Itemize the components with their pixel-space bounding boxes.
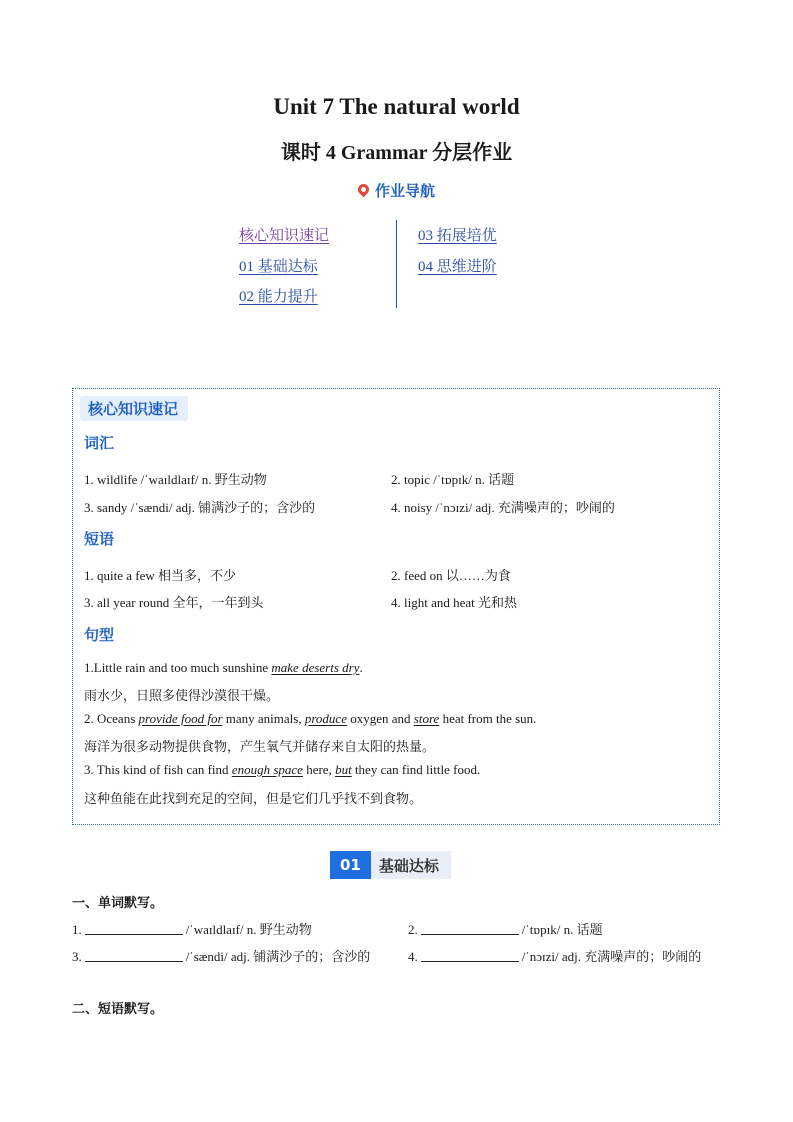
sentence-text: here, (302, 762, 336, 777)
sentence-2-translation: 海洋为很多动物提供食物，产生氧气并储存来自太阳的热量。 (84, 739, 436, 754)
sentence-text: heat from the sun. (439, 711, 537, 726)
vocab-item: 4. noisy /ˈnɔɪzi/ adj. 充满噪声的；吵闹的 (391, 500, 615, 515)
sentence-key-phrase: but (335, 762, 352, 777)
vocab-title: 词汇 (84, 434, 115, 452)
answer-blank[interactable] (421, 922, 519, 935)
item-number: 3. (72, 949, 82, 964)
badge-label: 基础达标 (371, 851, 451, 879)
answer-blank[interactable] (421, 949, 519, 962)
phrase-item: 2. feed on 以……为食 (391, 568, 511, 583)
sentence-key-phrase: produce (304, 711, 347, 726)
sentence-key-phrase: enough space (231, 762, 303, 777)
phrase-item: 1. quite a few 相当多，不少 (84, 568, 237, 583)
nav-link-extension[interactable]: 03 拓展培优 (418, 228, 497, 244)
word-blank-item (72, 946, 370, 965)
sentence-title: 句型 (84, 626, 115, 644)
sentence-3-translation: 这种鱼能在此找到充足的空间，但是它们几乎找不到食物。 (84, 791, 423, 806)
sentence-2 (84, 711, 536, 727)
phrase-item: 4. light and heat 光和热 (391, 595, 518, 610)
sentence-1-translation: 雨水少，日照多使得沙漠很干燥。 (84, 688, 280, 703)
sentence-text: they can find little food. (351, 762, 481, 777)
exercise-2-heading: 二、短语默写。 (72, 1002, 164, 1017)
nav-link-basic[interactable]: 01 基础达标 (239, 259, 318, 275)
vocab-item: 3. sandy /ˈsændi/ adj. 铺满沙子的；含沙的 (84, 500, 316, 515)
word-blank-item (72, 919, 312, 938)
vocab-item: 1. wildlife /ˈwaɪldlaɪf/ n. 野生动物 (84, 472, 267, 487)
nav-link-ability[interactable]: 02 能力提升 (239, 289, 318, 305)
nav-heading (0, 180, 793, 201)
sentence-text: oxygen and (346, 711, 414, 726)
phrase-item: 3. all year round 全年，一年到头 (84, 595, 264, 610)
knowledge-tab: 核心知识速记 (80, 396, 188, 421)
vocab-item: 2. topic /ˈtɒpɪk/ n. 话题 (391, 472, 515, 487)
answer-blank[interactable] (85, 922, 183, 935)
phrase-title: 短语 (84, 530, 115, 548)
sentence-text: 1.Little rain and too much sunshine (84, 660, 272, 675)
nav-heading-label: 作业导航 (374, 182, 435, 200)
word-blank-item (408, 946, 701, 965)
sentence-text: 3. This kind of fish can find (84, 762, 232, 777)
nav-divider (396, 220, 397, 308)
word-blank-item (408, 919, 603, 938)
item-number: 2. (408, 922, 418, 937)
page-subtitle: 课时 4 Grammar 分层作业 (280, 142, 513, 164)
nav-link-core-knowledge[interactable]: 核心知识速记 (239, 228, 330, 244)
sentence-text: many animals, (222, 711, 305, 726)
answer-blank[interactable] (85, 949, 183, 962)
section-badge-basic (330, 851, 451, 879)
item-hint: /ˈtɒpɪk/ n. 话题 (521, 922, 603, 937)
sentence-key-phrase: make deserts dry (271, 660, 360, 675)
badge-number: 01 (330, 851, 371, 879)
item-number: 4. (408, 949, 418, 964)
page-title: Unit 7 The natural world (273, 94, 520, 119)
nav-link-thinking[interactable]: 04 思维进阶 (418, 259, 497, 275)
sentence-3 (84, 762, 480, 778)
sentence-text: . (359, 660, 363, 675)
exercise-1-heading: 一、单词默写。 (72, 896, 164, 911)
item-hint: /ˈsændi/ adj. 铺满沙子的；含沙的 (185, 949, 371, 964)
sentence-text: 2. Oceans (84, 711, 139, 726)
sentence-1 (84, 660, 363, 676)
location-pin-icon (356, 182, 372, 198)
item-number: 1. (72, 922, 82, 937)
item-hint: /ˈnɔɪzi/ adj. 充满噪声的；吵闹的 (521, 949, 702, 964)
sentence-key-phrase: store (413, 711, 440, 726)
sentence-key-phrase: provide food for (138, 711, 223, 726)
item-hint: /ˈwaɪldlaɪf/ n. 野生动物 (185, 922, 312, 937)
